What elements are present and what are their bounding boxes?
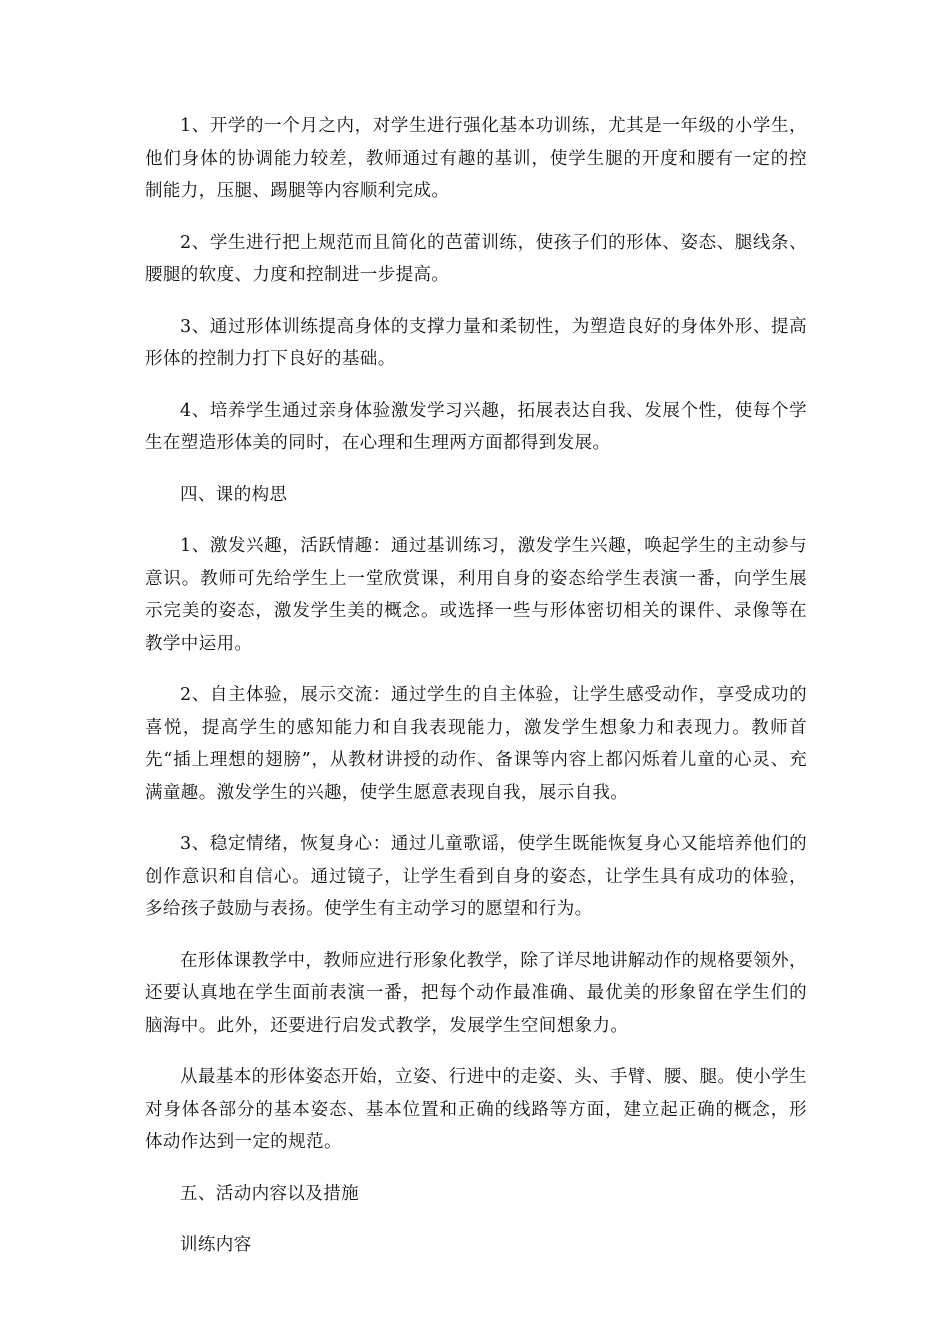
- paragraph-goal-4: 4、培养学生通过亲身体验激发学习兴趣，拓展表达自我、发展个性，使每个学生在塑造形体美的同时，在心理和生理两方面都得到发展。: [145, 400, 807, 453]
- paragraph-concept-1: 1、激发兴趣，活跃情趣：通过基训练习，激发学生兴趣，唤起学生的主动参与意识。教师可先给学生上一堂欣赏课，利用自身的姿态给学生表演一番，向学生展示完美的姿态，激发学生美的概念。或选择一些与形体密切相关的课件、录像等在教学中运用。: [145, 536, 807, 654]
- section-heading-activities: 五、活动内容以及措施: [180, 1183, 359, 1204]
- paragraph-concept-2: 2、自主体验，展示交流：通过学生的自主体验，让学生感受动作，享受成功的喜悦，提高学生的感知能力和自我表现能力，激发学生想象力和表现力。教师首先“插上理想的翅膀”，从教材讲授的动作、备课等内容上都闪烁着儿童的心灵、充满童趣。激发学生的兴趣，使学生愿意表现自我，展示自我。: [145, 685, 807, 803]
- paragraph-teaching-method: 在形体课教学中，教师应进行形象化教学，除了详尽地讲解动作的规格要领外，还要认真地在学生面前表演一番，把每个动作最准确、最优美的形象留在学生们的脑海中。此外，还要进行启发式教学，发展学生空间想象力。: [145, 950, 807, 1036]
- paragraph-concept-3: 3、稳定情绪，恢复身心：通过儿童歌谣，使学生既能恢复身心又能培养他们的创作意识和自信心。通过镜子，让学生看到自身的姿态，让学生具有成功的体验，多给孩子鼓励与表扬。使学生有主动学习的愿望和行为。: [145, 834, 807, 919]
- paragraph-goal-1: 1、开学的一个月之内，对学生进行强化基本功训练，尤其是一年级的小学生，他们身体的协调能力较差，教师通过有趣的基训，使学生腿的开度和腰有一定的控制能力，压腿、踢腿等内容顺利完成。: [145, 116, 807, 201]
- document-body: [145, 110, 807, 1281]
- paragraph-basic-posture: 从最基本的形体姿态开始，立姿、行进中的走姿、头、手臂、腰、腿。使小学生对身体各部分的基本姿态、基本位置和正确的线路等方面，建立起正确的概念，形体动作达到一定的规范。: [145, 1067, 807, 1152]
- section-heading-lesson-concept: 四、课的构思: [180, 484, 288, 505]
- subheading-training-content: 训练内容: [180, 1235, 252, 1255]
- paragraph-goal-3: 3、通过形体训练提高身体的支撑力量和柔韧性，为塑造良好的身体外形、提高形体的控制力打下良好的基础。: [145, 316, 807, 369]
- paragraph-goal-2: 2、学生进行把上规范而且简化的芭蕾训练，使孩子们的形体、姿态、腿线条、腰腿的软度、力度和控制进一步提高。: [145, 232, 807, 285]
